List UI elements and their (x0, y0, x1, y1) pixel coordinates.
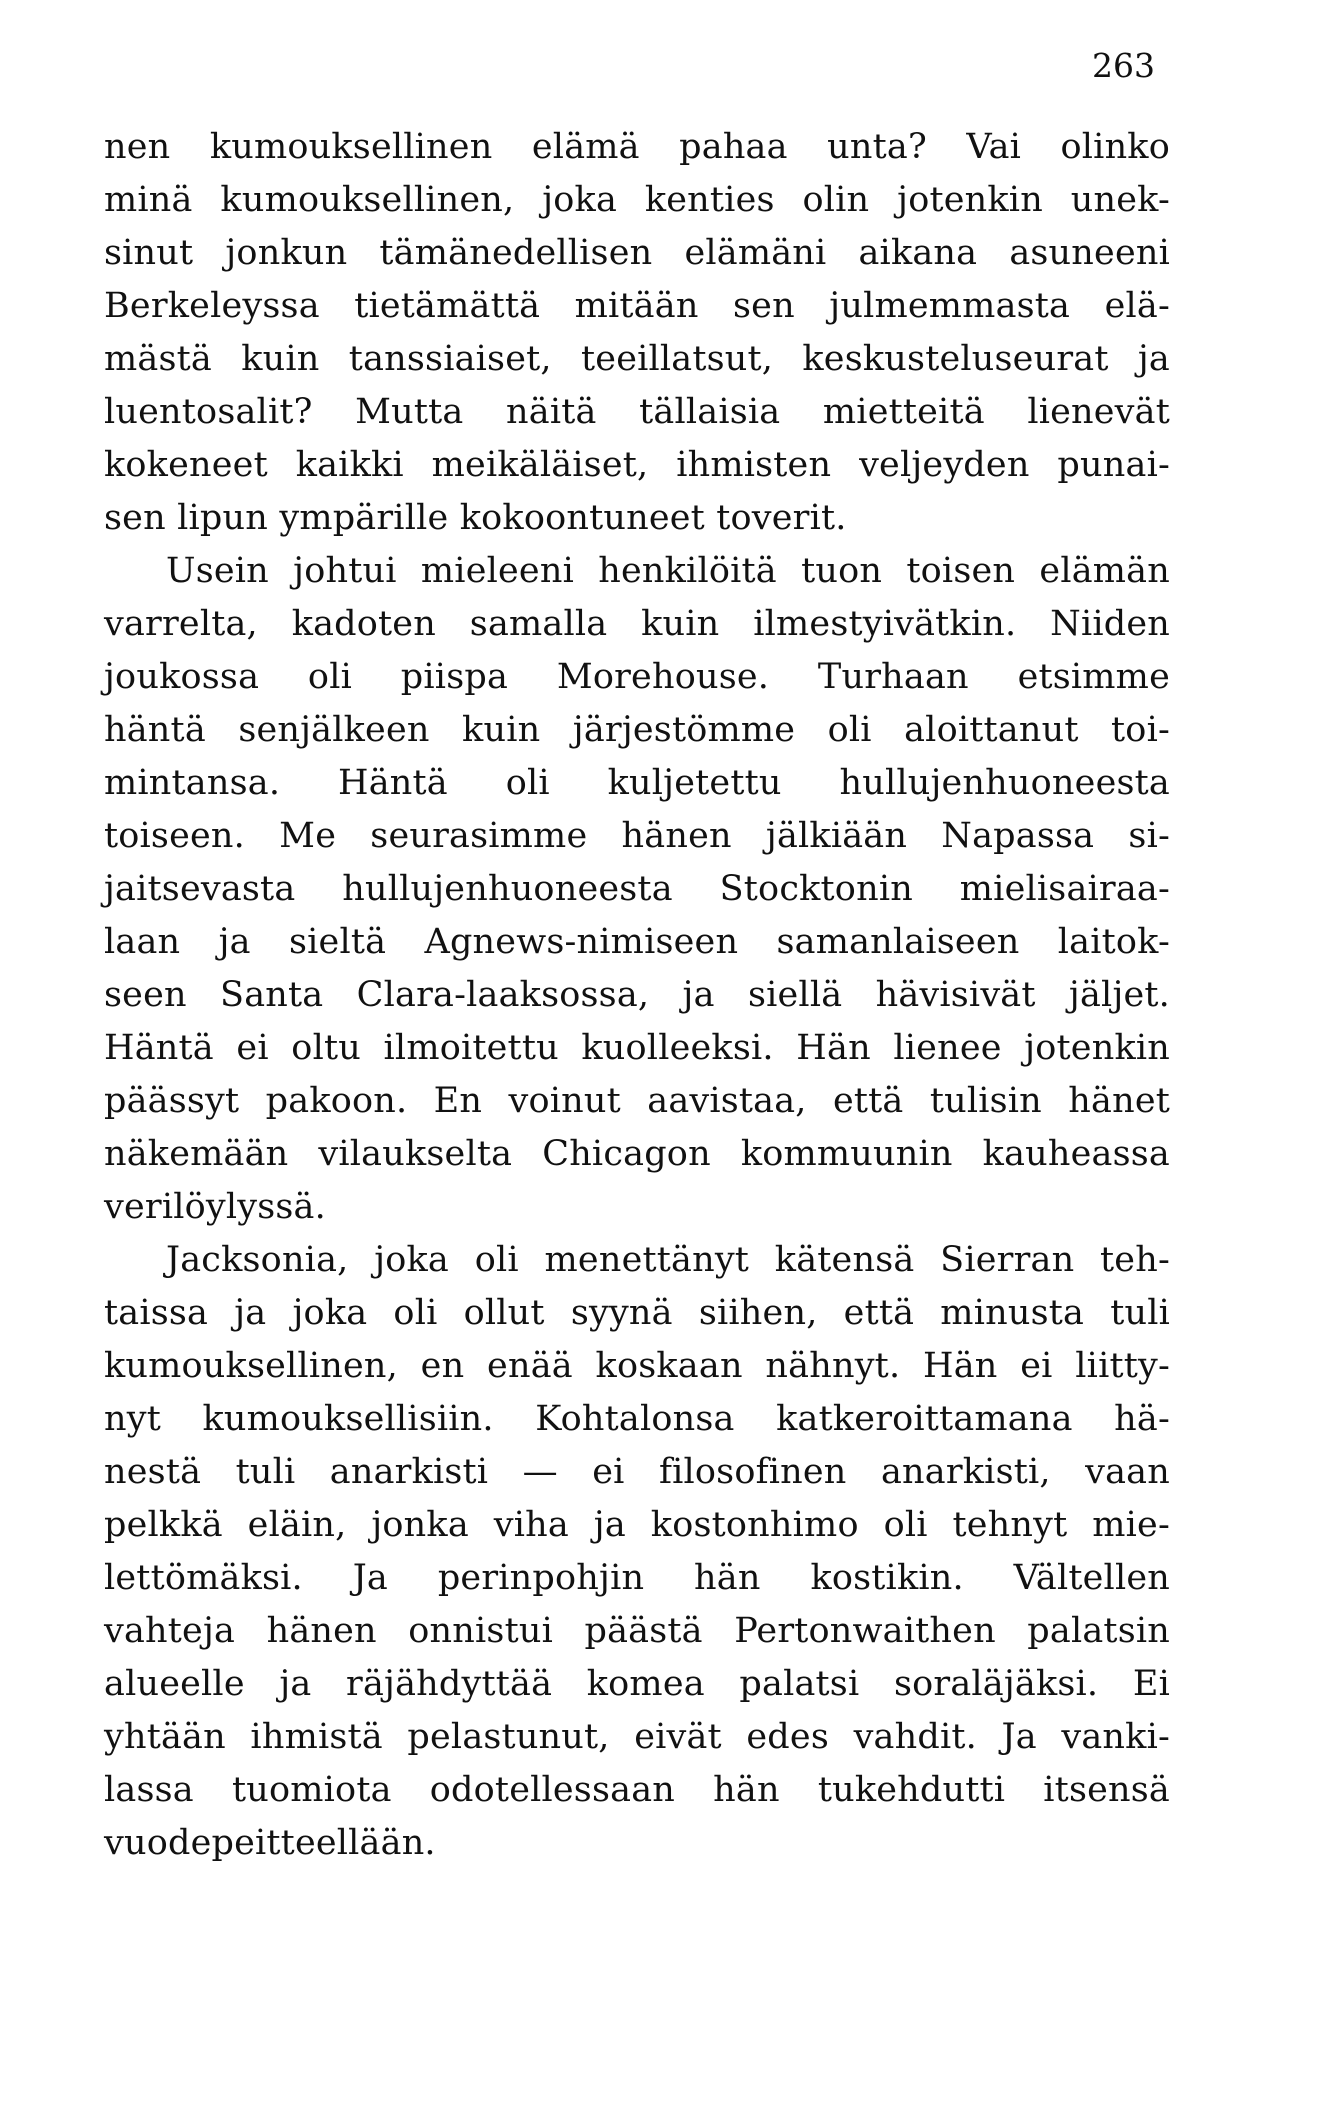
text-line: luentosalit? Mutta näitä tällaisia mietteitä lienevät (104, 392, 1170, 432)
text-line: päässyt pakoon. En voinut aavistaa, että tulisin hänet (104, 1081, 1170, 1121)
text-line: yhtään ihmistä pelastunut, eivät edes vahdit. Ja vanki- (104, 1717, 1170, 1757)
text-line: joukossa oli piispa Morehouse. Turhaan etsimme (104, 657, 1170, 697)
page-number: 263 (1092, 46, 1155, 85)
text-line: mintansa. Häntä oli kuljetettu hullujenhuoneesta (104, 763, 1170, 803)
text-line: Häntä ei oltu ilmoitettu kuolleeksi. Hän lienee jotenkin (104, 1028, 1170, 1068)
text-line: toiseen. Me seurasimme hänen jälkiään Napassa si- (104, 816, 1170, 856)
text-line: näkemään vilaukselta Chicagon kommuunin kauheassa (104, 1134, 1170, 1174)
text-line: varrelta, kadoten samalla kuin ilmestyivätkin. Niiden (104, 604, 1170, 644)
text-line: alueelle ja räjähdyttää komea palatsi soraläjäksi. Ei (104, 1664, 1170, 1704)
text-line: pelkkä eläin, jonka viha ja kostonhimo oli tehnyt mie- (104, 1505, 1170, 1545)
text-line: nen kumouksellinen elämä pahaa unta? Vai olinko (104, 127, 1170, 167)
text-line: Usein johtui mieleeni henkilöitä tuon toisen elämän (166, 551, 1170, 591)
text-line: vuodepeitteellään. (104, 1823, 436, 1863)
text-line: Jacksonia, joka oli menettänyt kätensä Sierran teh- (166, 1240, 1170, 1280)
body-text (104, 121, 1170, 1870)
text-line: mästä kuin tanssiaiset, teeillatsut, keskusteluseurat ja (104, 339, 1170, 379)
text-line: nestä tuli anarkisti — ei filosofinen anarkisti, vaan (104, 1452, 1170, 1492)
text-line: kumouksellinen, en enää koskaan nähnyt. Hän ei liitty- (104, 1346, 1170, 1386)
text-line: taissa ja joka oli ollut syynä siihen, että minusta tuli (104, 1293, 1170, 1333)
text-line: seen Santa Clara-laaksossa, ja siellä hävisivät jäljet. (104, 975, 1170, 1015)
text-line: Berkeleyssa tietämättä mitään sen julmemmasta elä- (104, 286, 1170, 326)
text-line: häntä senjälkeen kuin järjestömme oli aloittanut toi- (104, 710, 1170, 750)
text-line: laan ja sieltä Agnews-nimiseen samanlaiseen laitok- (104, 922, 1170, 962)
text-line: lassa tuomiota odotellessaan hän tukehdutti itsensä (104, 1770, 1170, 1810)
text-line: minä kumouksellinen, joka kenties olin jotenkin unek- (104, 180, 1170, 220)
text-line: sinut jonkun tämänedellisen elämäni aikana asuneeni (104, 233, 1170, 273)
text-line: lettömäksi. Ja perinpohjin hän kostikin. Vältellen (104, 1558, 1170, 1598)
text-line: sen lipun ympärille kokoontuneet toverit. (104, 498, 847, 538)
text-line: vahteja hänen onnistui päästä Pertonwaithen palatsin (104, 1611, 1170, 1651)
text-line: nyt kumouksellisiin. Kohtalonsa katkeroittamana hä- (104, 1399, 1170, 1439)
text-line: verilöylyssä. (104, 1187, 326, 1227)
text-line: jaitsevasta hullujenhuoneesta Stocktonin mielisairaa- (104, 869, 1170, 909)
text-line: kokeneet kaikki meikäläiset, ihmisten veljeyden punai- (104, 445, 1170, 485)
